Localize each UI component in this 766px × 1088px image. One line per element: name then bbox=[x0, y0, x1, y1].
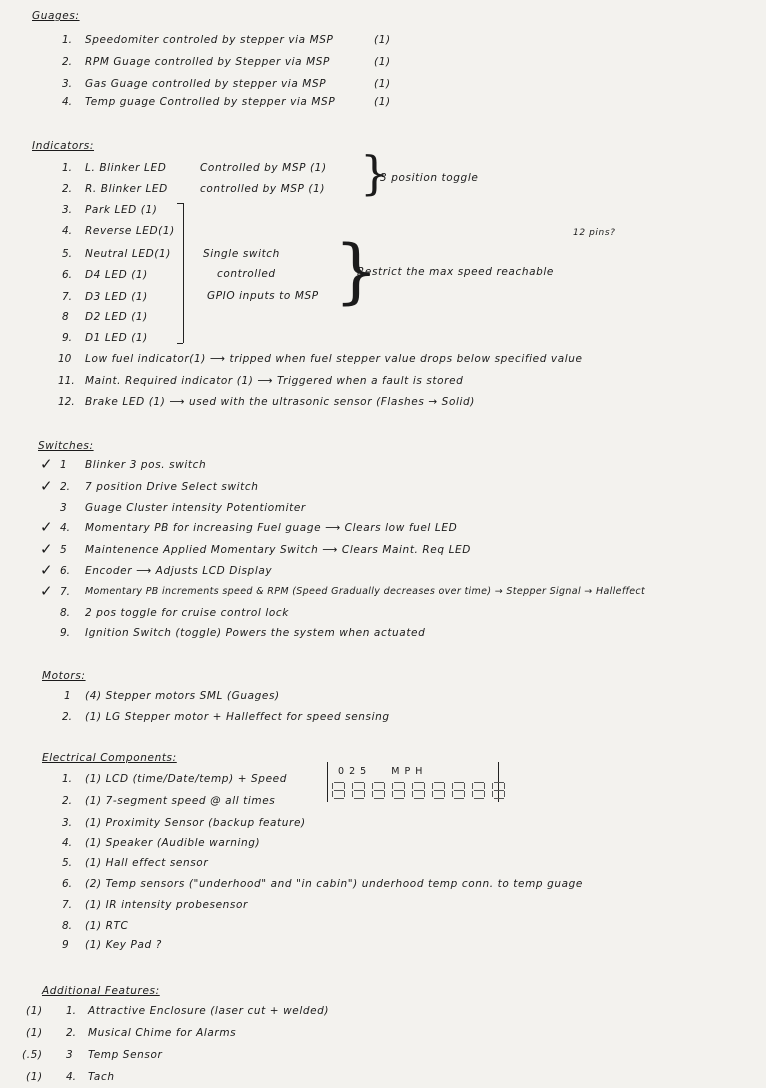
list-item: Neutral LED(1) bbox=[85, 248, 171, 260]
seven-segment-digit bbox=[412, 782, 429, 799]
indicators-heading: Indicators: bbox=[32, 140, 95, 152]
list-item-number: 1. bbox=[62, 162, 73, 174]
switch-note: Single switch bbox=[203, 248, 280, 260]
seven-segment-row bbox=[332, 782, 509, 799]
list-item: Gas Guage controlled by stepper via MSP bbox=[85, 78, 327, 90]
list-item-mark: (.5) bbox=[22, 1049, 43, 1061]
list-item-mark: (1) bbox=[374, 96, 391, 108]
list-item-number: 2. bbox=[66, 1027, 77, 1039]
list-item: Maintenence Applied Momentary Switch ⟶ Clears Maint. Req LED bbox=[85, 544, 471, 556]
additional-heading: Additional Features: bbox=[42, 985, 160, 997]
list-item-number: 2. bbox=[60, 481, 71, 493]
restrict-brace-icon: } bbox=[334, 230, 379, 312]
list-item-number: 3 bbox=[66, 1049, 73, 1061]
list-item: Brake LED (1) ⟶ used with the ultrasonic sensor (Flashes → Solid) bbox=[85, 396, 475, 408]
seven-segment-digit bbox=[452, 782, 469, 799]
list-item: (1) Key Pad ? bbox=[85, 939, 162, 951]
list-item: D1 LED (1) bbox=[85, 332, 148, 344]
list-item: Reverse LED(1) bbox=[85, 225, 175, 237]
list-item-number: 11. bbox=[58, 375, 75, 387]
list-item: Park LED (1) bbox=[85, 204, 158, 216]
list-item-number: 5. bbox=[62, 248, 73, 260]
pins-note: 12 pins? bbox=[573, 228, 616, 238]
list-item: (1) Speaker (Audible warning) bbox=[85, 837, 261, 849]
seven-segment-digit bbox=[352, 782, 369, 799]
list-item-number: 7. bbox=[62, 291, 73, 303]
list-item: (1) Hall effect sensor bbox=[85, 857, 209, 869]
list-item-number: 2. bbox=[62, 56, 73, 68]
check-icon: ✓ bbox=[40, 540, 53, 558]
electrical-heading: Electrical Components: bbox=[42, 752, 177, 764]
seven-segment-digit bbox=[432, 782, 449, 799]
list-item: (1) RTC bbox=[85, 920, 129, 932]
list-item-number: 5. bbox=[62, 857, 73, 869]
seven-segment-digit bbox=[492, 782, 509, 799]
list-item-number: 8 bbox=[62, 311, 69, 323]
lcd-sketch bbox=[327, 762, 499, 802]
list-item: Tach bbox=[88, 1071, 115, 1083]
list-item-number: 12. bbox=[58, 396, 75, 408]
list-item: Speedomiter controled by stepper via MSP bbox=[85, 34, 334, 46]
list-item: 7 position Drive Select switch bbox=[85, 481, 259, 493]
list-item-number: 4. bbox=[62, 837, 73, 849]
list-item-mark: (1) bbox=[26, 1005, 43, 1017]
restrict-note: Restrict the max speed reachable bbox=[357, 266, 554, 278]
seven-segment-digit bbox=[392, 782, 409, 799]
bracket-bottom bbox=[177, 343, 183, 344]
list-item-number: 6. bbox=[60, 565, 71, 577]
list-item: (2) Temp sensors ("underhood" and "in cabin") underhood temp conn. to temp guage bbox=[85, 878, 583, 890]
list-item-number: 9 bbox=[62, 939, 69, 951]
list-item-number: 1 bbox=[60, 459, 67, 471]
list-item: Momentary PB increments speed & RPM (Speed Gradually decreases over time) → Stepper Signal → Halleffect bbox=[85, 586, 646, 597]
list-item-mark: (1) bbox=[26, 1027, 43, 1039]
seven-segment-digit bbox=[332, 782, 349, 799]
list-item: Guage Cluster intensity Potentiomiter bbox=[85, 502, 306, 514]
list-item-number: 7. bbox=[60, 586, 71, 598]
list-item-number: 1. bbox=[62, 34, 73, 46]
list-item: Blinker 3 pos. switch bbox=[85, 459, 207, 471]
list-item: (1) LCD (time/Date/temp) + Speed bbox=[85, 773, 287, 785]
list-item: Temp Sensor bbox=[88, 1049, 163, 1061]
list-item: Low fuel indicator(1) ⟶ tripped when fuel stepper value drops below specified value bbox=[85, 353, 583, 365]
list-item-number: 9. bbox=[62, 332, 73, 344]
list-item-number: 6. bbox=[62, 878, 73, 890]
list-item: 2 pos toggle for cruise control lock bbox=[85, 607, 289, 619]
list-item-number: 4. bbox=[62, 96, 73, 108]
list-item-mark: (1) bbox=[374, 56, 391, 68]
list-item: L. Blinker LED bbox=[85, 162, 167, 174]
check-icon: ✓ bbox=[40, 582, 53, 600]
list-item-mark: (1) bbox=[374, 78, 391, 90]
toggle-brace-icon: } bbox=[360, 146, 390, 200]
list-item-number: 5 bbox=[60, 544, 67, 556]
list-item: Encoder ⟶ Adjusts LCD Display bbox=[85, 565, 273, 577]
list-item-detail: controlled by MSP (1) bbox=[200, 183, 326, 195]
list-item: D2 LED (1) bbox=[85, 311, 148, 323]
list-item-detail: Controlled by MSP (1) bbox=[200, 162, 327, 174]
list-item-number: 3. bbox=[62, 817, 73, 829]
list-item: (4) Stepper motors SML (Guages) bbox=[85, 690, 280, 702]
list-item: Attractive Enclosure (laser cut + welded) bbox=[88, 1005, 330, 1017]
list-item-number: 10 bbox=[58, 353, 72, 365]
list-item-number: 2. bbox=[62, 795, 73, 807]
list-item: D4 LED (1) bbox=[85, 269, 148, 281]
list-item-number: 7. bbox=[62, 899, 73, 911]
list-item: (1) LG Stepper motor + Halleffect for speed sensing bbox=[85, 711, 390, 723]
list-item-mark: (1) bbox=[26, 1071, 43, 1083]
list-item: Musical Chime for Alarms bbox=[88, 1027, 237, 1039]
switch-note: GPIO inputs to MSP bbox=[207, 290, 319, 302]
motors-heading: Motors: bbox=[42, 670, 86, 682]
switches-heading: Switches: bbox=[38, 440, 94, 452]
list-item: RPM Guage controlled by Stepper via MSP bbox=[85, 56, 330, 68]
check-icon: ✓ bbox=[40, 477, 53, 495]
list-item: Ignition Switch (toggle) Powers the system when actuated bbox=[85, 627, 426, 639]
seven-segment-digit bbox=[472, 782, 489, 799]
list-item-number: 2. bbox=[62, 711, 73, 723]
list-item-number: 4. bbox=[62, 225, 73, 237]
list-item-number: 4. bbox=[60, 522, 71, 534]
list-item-number: 8. bbox=[60, 607, 71, 619]
toggle-note: 3 position toggle bbox=[380, 172, 479, 184]
list-item-number: 1. bbox=[62, 773, 73, 785]
list-item-number: 3. bbox=[62, 204, 73, 216]
list-item-number: 3. bbox=[62, 78, 73, 90]
check-icon: ✓ bbox=[40, 561, 53, 579]
list-item-mark: (1) bbox=[374, 34, 391, 46]
led-bracket bbox=[183, 203, 184, 343]
check-icon: ✓ bbox=[40, 455, 53, 473]
check-icon: ✓ bbox=[40, 518, 53, 536]
list-item-number: 1 bbox=[64, 690, 71, 702]
list-item: Momentary PB for increasing Fuel guage ⟶ Clears low fuel LED bbox=[85, 522, 458, 534]
list-item: (1) IR intensity probesensor bbox=[85, 899, 248, 911]
list-item-number: 3 bbox=[60, 502, 67, 514]
list-item-number: 4. bbox=[66, 1071, 77, 1083]
switch-note: controlled bbox=[217, 268, 276, 280]
list-item-number: 1. bbox=[66, 1005, 77, 1017]
list-item: Temp guage Controlled by stepper via MSP bbox=[85, 96, 336, 108]
list-item: R. Blinker LED bbox=[85, 183, 168, 195]
list-item-number: 8. bbox=[62, 920, 73, 932]
seven-segment-digit bbox=[372, 782, 389, 799]
list-item-number: 6. bbox=[62, 269, 73, 281]
list-item-number: 9. bbox=[60, 627, 71, 639]
list-item: (1) 7-segment speed @ all times bbox=[85, 795, 276, 807]
list-item: (1) Proximity Sensor (backup feature) bbox=[85, 817, 306, 829]
gauges-heading: Guages: bbox=[32, 10, 80, 22]
list-item: Maint. Required indicator (1) ⟶ Triggered when a fault is stored bbox=[85, 375, 464, 387]
list-item-number: 2. bbox=[62, 183, 73, 195]
lcd-sketch-text: 0 2 5 M P H bbox=[338, 766, 424, 777]
list-item: D3 LED (1) bbox=[85, 291, 148, 303]
